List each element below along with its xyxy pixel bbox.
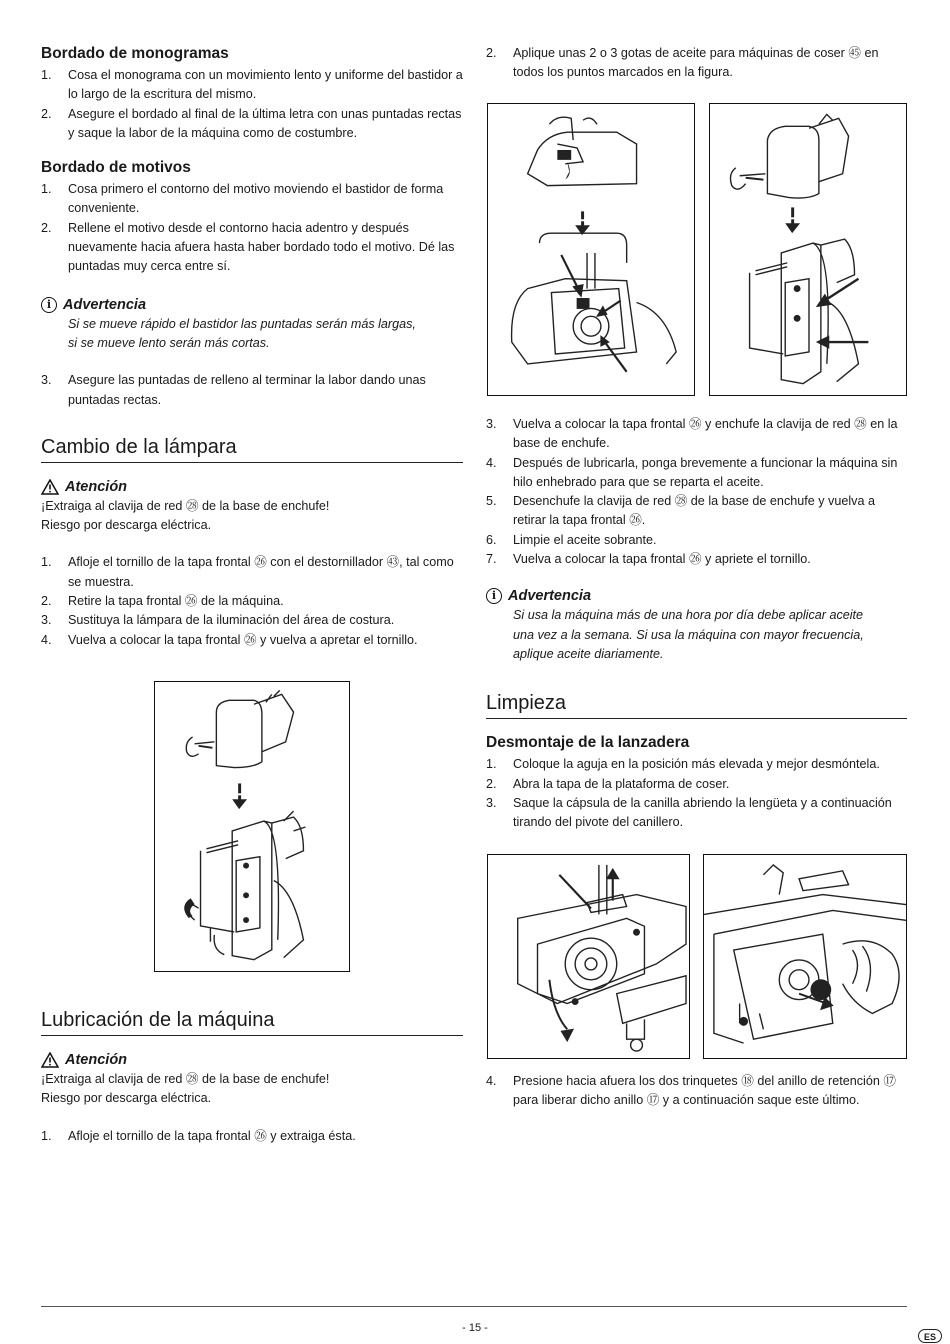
- warning-line: ¡Extraiga al clavija de red ㉘ de la base de enchufe!: [41, 1072, 330, 1086]
- cleaning-list: [486, 755, 907, 832]
- lamp-list: [41, 553, 463, 649]
- warning-line: Riesgo por descarga eléctrica.: [41, 518, 212, 533]
- warning-heading: Atención: [41, 477, 463, 497]
- motifs-heading: Bordado de motivos: [41, 159, 191, 177]
- lube-list-top: [486, 44, 907, 83]
- info-icon: i: [486, 588, 502, 604]
- list-item: 2. Abra la tapa de la plataforma de coser.: [486, 776, 730, 791]
- lamp-heading: Cambio de la lámpara: [41, 434, 463, 463]
- monogram-heading: Bordado de monogramas: [41, 45, 229, 62]
- note-text: Si usa la máquina más de una hora por día debe aplicar aceite una vez a la semana. Si usa la máquina con mayor frecuencia, aplique aceite diariamente.: [513, 608, 864, 661]
- lubrication-section: [41, 1007, 463, 1146]
- lubrication-heading: Lubricación de la máquina: [41, 1007, 463, 1036]
- lubrication-figure-1: [487, 103, 695, 396]
- left-column: [41, 44, 463, 650]
- list-item: 3. Vuelva a colocar la tapa frontal ㉖ y enchufe la clavija de red ㉘ en la base de enchufe.: [486, 417, 898, 451]
- cleaning-heading: Limpieza: [486, 690, 907, 719]
- list-item: 5. Desenchufe la clavija de red ㉘ de la base de enchufe y vuelva a retirar la tapa frontal ㉖.: [486, 494, 875, 528]
- lube-note: [486, 586, 907, 664]
- language-badge: ES: [918, 1329, 942, 1343]
- lube-list: [486, 415, 907, 569]
- list-item: 4. Presione hacia afuera los dos trinquetes ⑱ del anillo de retención ⑰ para liberar dicho anillo ⑰ y a continuación saque este último.: [486, 1074, 896, 1108]
- list-item: 2. Rellene el motivo desde el contorno hacia adentro y después nuevamente hacia afuera hasta haber bordado todo el motivo. Dé las puntadas muy cerca entre sí.: [41, 220, 455, 274]
- page-number: - 15 -: [462, 1322, 488, 1334]
- list-item: 3. Saque la cápsula de la canilla abriendo la lengüeta y a continuación tirando del pivote del canillero.: [486, 795, 892, 830]
- warning-triangle-icon: [41, 479, 59, 495]
- lubrication-warning: [41, 1050, 463, 1109]
- motifs-list-cont: [41, 371, 463, 410]
- shuttle-illustration: [704, 855, 906, 1058]
- list-item: 6. Limpie el aceite sobrante.: [486, 532, 657, 547]
- list-item: 1. Coloque la aguja en la posición más elevada y mejor desmóntela.: [486, 757, 880, 772]
- list-item: 3. Asegure las puntadas de relleno al terminar la labor dando unas puntadas rectas.: [41, 373, 426, 407]
- sewing-machine-illustration: [155, 682, 349, 971]
- motifs-list: [41, 180, 463, 276]
- list-item: 2. Retire la tapa frontal ㉖ de la máquina.: [41, 594, 284, 609]
- cleaning-list-cont: [486, 1072, 907, 1111]
- list-item: 4. Después de lubricarla, ponga brevemente a funcionar la máquina sin hilo enhebrado para que se reparta el aceite.: [486, 455, 898, 489]
- lubrication-list: [41, 1127, 463, 1146]
- lamp-warning: [41, 477, 463, 536]
- cleaning-cont: [486, 1072, 907, 1111]
- sewing-machine-illustration: [488, 104, 694, 395]
- list-item: 7. Vuelva a colocar la tapa frontal ㉖ y apriete el tornillo.: [486, 552, 811, 567]
- list-item: 1. Afloje el tornillo de la tapa frontal ㉖ con el destornillador ㊸, tal como se muestra.: [41, 555, 454, 589]
- right-column: [486, 44, 907, 83]
- shuttle-illustration: [488, 855, 689, 1058]
- list-item: 4. Vuelva a colocar la tapa frontal ㉖ y vuelva a apretar el tornillo.: [41, 632, 418, 647]
- footer-divider: [41, 1306, 907, 1307]
- list-item: 1. Cosa primero el contorno del motivo moviendo el bastidor de forma conveniente.: [41, 182, 444, 216]
- shuttle-figure-1: [487, 854, 690, 1059]
- warning-triangle-icon: [41, 1052, 59, 1068]
- note-heading: i Advertencia: [41, 295, 463, 315]
- lamp-change-figure: [154, 681, 350, 972]
- list-item: 2. Aplique unas 2 o 3 gotas de aceite para máquinas de coser ㊺ en todos los puntos marcados en la figura.: [486, 46, 879, 80]
- warning-heading: Atención: [41, 1050, 463, 1070]
- list-item: 3. Sustituya la lámpara de la iluminación del área de costura.: [41, 613, 395, 628]
- motifs-note: [41, 295, 463, 354]
- lubrication-cont: [486, 415, 907, 832]
- list-item: 1. Afloje el tornillo de la tapa frontal ㉖ y extraiga ésta.: [41, 1128, 356, 1143]
- info-icon: i: [41, 297, 57, 313]
- note-text: Si se mueve rápido el bastidor las puntadas serán más largas, si se mueve lento serán más cortas.: [68, 316, 416, 350]
- warning-line: Riesgo por descarga eléctrica.: [41, 1091, 212, 1106]
- cleaning-subheading: Desmontaje de la lanzadera: [486, 734, 690, 752]
- monogram-list: [41, 66, 463, 143]
- note-heading: i Advertencia: [486, 586, 907, 606]
- shuttle-figure-2: [703, 854, 907, 1059]
- warning-line: ¡Extraiga al clavija de red ㉘ de la base de enchufe!: [41, 498, 330, 513]
- list-item: 1. Cosa el monograma con un movimiento lento y uniforme del bastidor a lo largo de la escritura del mismo.: [41, 68, 463, 102]
- list-item: 2. Asegure el bordado al final de la última letra con unas puntadas rectas y saque la labor de la máquina como de costumbre.: [41, 106, 462, 140]
- lubrication-figure-2: [709, 103, 907, 396]
- sewing-machine-illustration: [710, 104, 906, 395]
